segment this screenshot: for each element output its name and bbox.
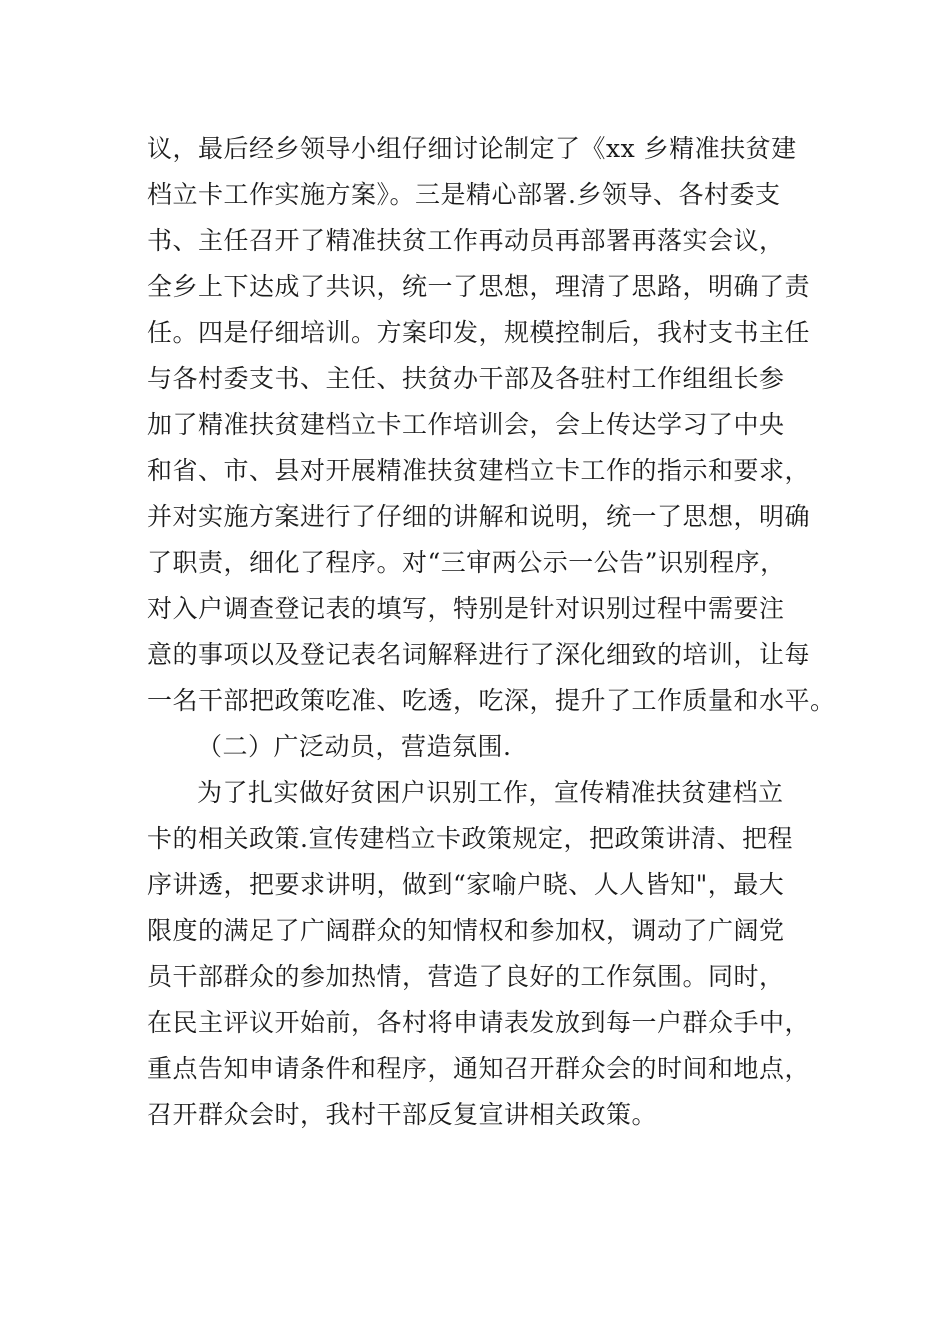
- text-line: 书、主任召开了精准扶贫工作再动员再部署再落实会议，: [147, 226, 785, 255]
- text-line: 限度的满足了广阔群众的知情权和参加权，调动了广阔党: [147, 916, 785, 945]
- text-line: 加了精准扶贫建档立卡工作培训会，会上传达学习了中央: [147, 410, 785, 439]
- text-line: 对入户调查登记表的填写，特别是针对识别过程中需要注: [147, 594, 785, 623]
- text-line: 在民主评议开始前，各村将申请表发放到每一户群众手中，: [147, 1008, 811, 1037]
- body-text: [147, 126, 836, 1138]
- section-heading: （二）广泛动员，营造氛围.: [197, 732, 512, 761]
- text-line: 序讲透，把要求讲明，做到“家喻户晓、人人皆知"，最大: [147, 870, 785, 899]
- text-line: 召开群众会时，我村干部反复宣讲相关政策。: [147, 1100, 658, 1129]
- text-line: 任。四是仔细培训。方案印发，规模控制后，我村支书主任: [147, 318, 811, 347]
- text-line: 了职责，细化了程序。对“三审两公示一公告”识别程序，: [147, 548, 786, 577]
- text-line: 重点告知申请条件和程序，通知召开群众会的时间和地点，: [147, 1054, 811, 1083]
- text-line: 并对实施方案进行了仔细的讲解和说明，统一了思想，明确: [147, 502, 811, 531]
- text-line: 卡的相关政策.宣传建档立卡政策规定，把政策讲清、把程: [147, 824, 793, 853]
- text-line: 意的事项以及登记表名词解释进行了深化细致的培训，让每: [147, 640, 811, 669]
- text-line: 一名干部把政策吃准、吃透，吃深，提升了工作质量和水平。: [147, 686, 836, 715]
- text-line: 档立卡工作实施方案》。三是精心部署.乡领导、各村委支: [147, 180, 781, 209]
- text-line: 全乡上下达成了共识，统一了思想，理清了思路，明确了责: [147, 272, 811, 301]
- paragraph-first-line: 为了扎实做好贫困户识别工作，宣传精准扶贫建档立: [197, 778, 784, 807]
- text-line: 和省、市、县对开展精准扶贫建档立卡工作的指示和要求，: [147, 456, 811, 485]
- text-line: 员干部群众的参加热情，营造了良好的工作氛围。同时，: [147, 962, 785, 991]
- text-line: 议，最后经乡领导小组仔细讨论制定了《xx 乡精准扶贫建: [147, 134, 797, 163]
- text-line: 与各村委支书、主任、扶贫办干部及各驻村工作组组长参: [147, 364, 785, 393]
